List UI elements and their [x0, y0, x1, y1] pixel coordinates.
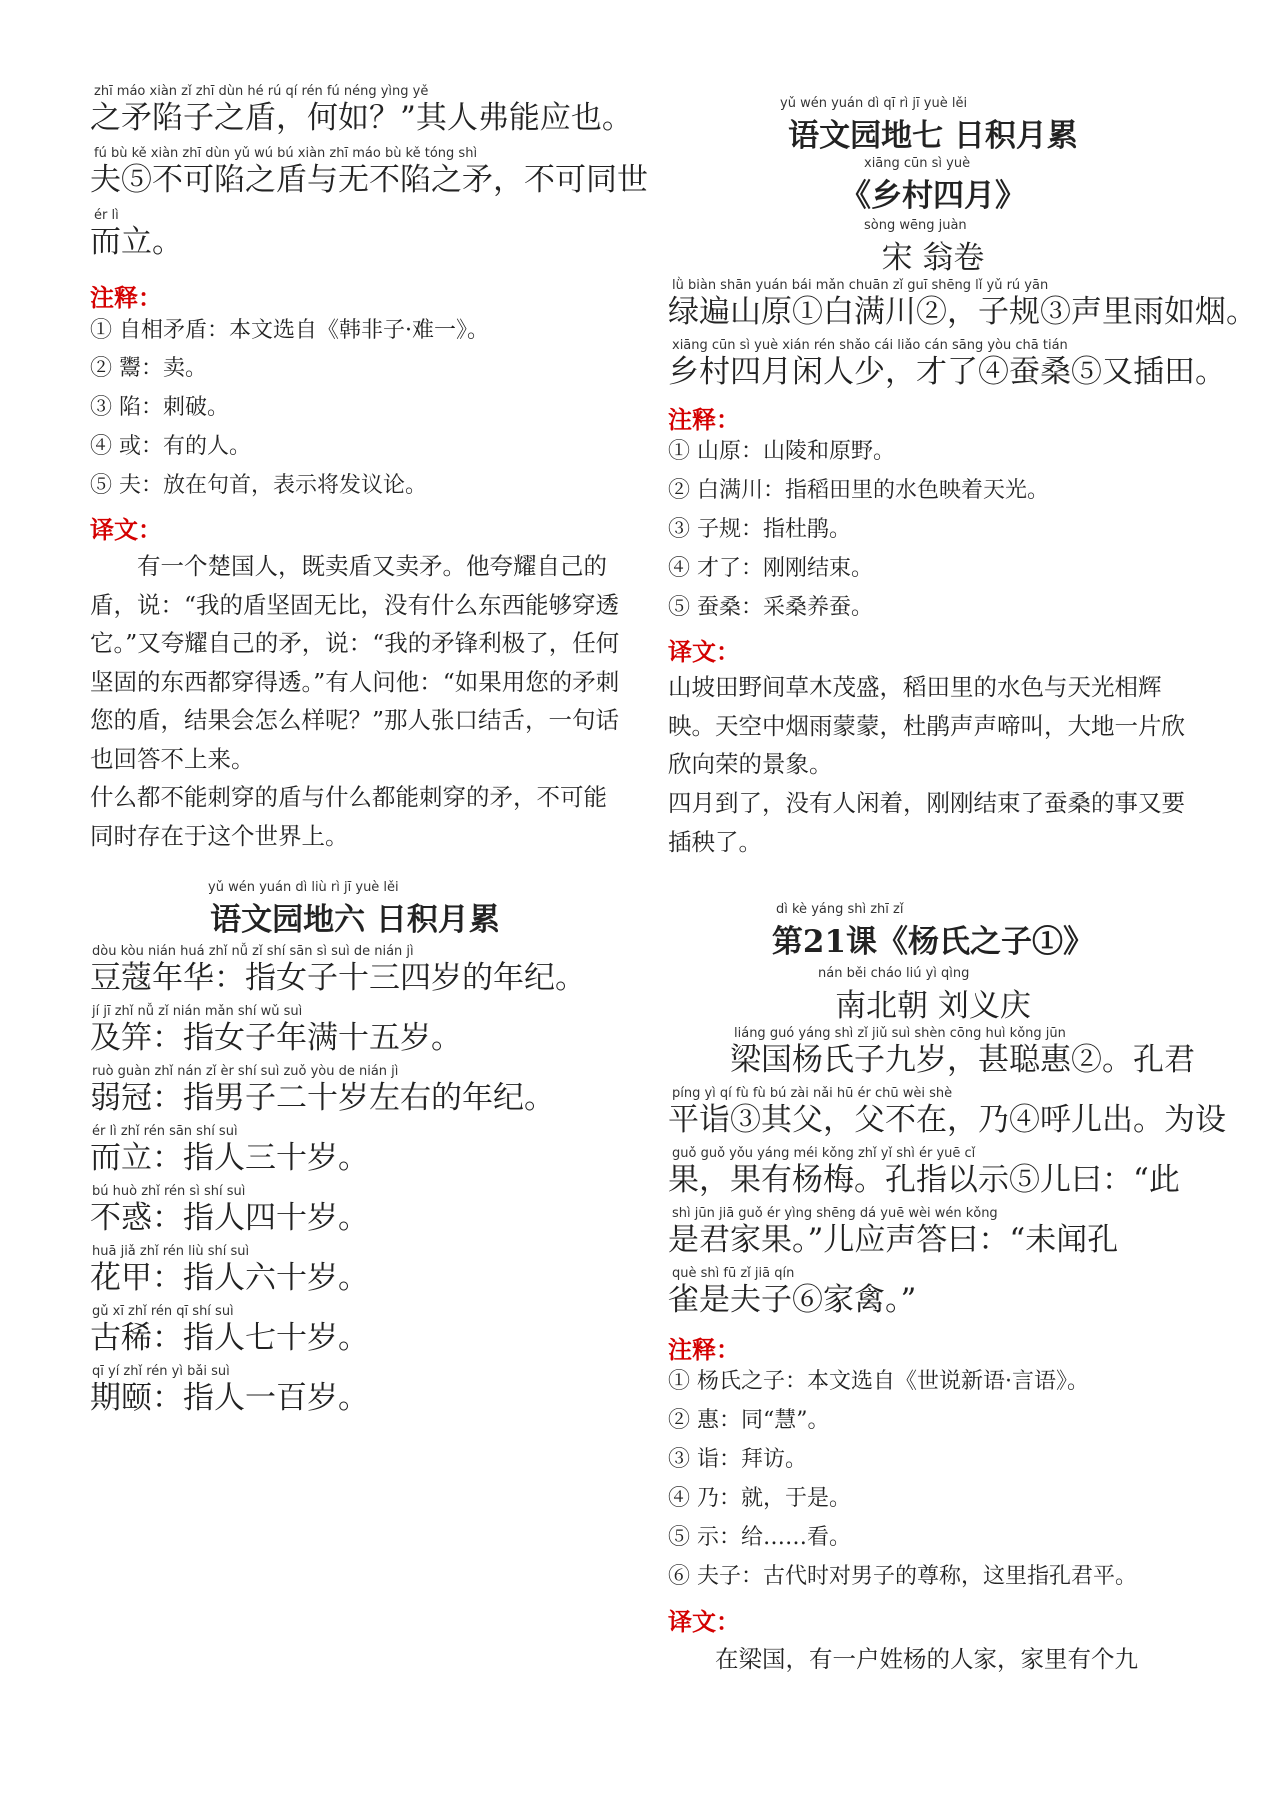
note-item: ① 自相矛盾：本文选自《韩非子·难一》。: [90, 318, 489, 343]
notes-label: 注释：: [668, 1335, 740, 1364]
text: 豆蔻年华：指女子十三四岁的年纪。: [90, 960, 586, 996]
pinyin: nán běi cháo liú yì qìng: [818, 966, 970, 981]
pinyin: qī yí zhǐ rén yì bǎi suì: [92, 1364, 230, 1379]
note-item: ⑤ 夫：放在句首，表示将发议论。: [90, 473, 427, 498]
translation-paragraph: 什么都不能刺穿的盾与什么都能刺穿的矛，不可能同时存在于这个世界上。: [90, 783, 607, 850]
pinyin: xiāng cūn sì yuè xián rén shǎo cái liǎo cán sāng yòu chā tián: [672, 338, 1068, 353]
note-item: ⑤ 蚕桑：采桑养蚕。: [668, 595, 873, 620]
pinyin: dì kè yáng shì zhī zǐ: [776, 902, 904, 917]
text: 而立：指人三十岁。: [90, 1140, 369, 1176]
note-item: ① 杨氏之子：本文选自《世说新语·言语》。: [668, 1369, 1089, 1394]
poem-title: 《乡村四月》: [840, 178, 1026, 214]
translation-label: 译文：: [668, 637, 740, 666]
text: 雀是夫子⑥家禽。”: [668, 1282, 917, 1318]
text: 花甲：指人六十岁。: [90, 1260, 369, 1296]
note-item: ① 山原：山陵和原野。: [668, 439, 895, 464]
translation-paragraph: 在梁国，有一户姓杨的人家，家里有个九: [715, 1645, 1138, 1673]
text: 弱冠：指男子二十岁左右的年纪。: [90, 1080, 555, 1116]
translation-paragraph: 有一个楚国人，既卖盾又卖矛。他夸耀自己的盾，说：“我的盾坚固无比，没有什么东西能够穿透它。”又夸耀自己的矛，说：“我的矛锋利极了，任何坚固的东西都穿得透。”有人问他：“如果用您的矛刺您的盾，结果会怎么样呢？”那人张口结舌，一句话也回答不上来。: [90, 552, 620, 773]
note-item: ③ 子规：指杜鹃。: [668, 517, 851, 542]
text: 果，果有杨梅。孔指以示⑤儿曰：“此: [668, 1162, 1180, 1198]
translation-paragraph: 山坡田野间草木茂盛，稻田里的水色与天光相辉映。天空中烟雨蒙蒙，杜鹃声声啼叫，大地一片欣欣向荣的景象。: [668, 673, 1185, 778]
pinyin: gǔ xī zhǐ rén qī shí suì: [92, 1304, 234, 1319]
lesson-author: 南北朝 刘义庆: [835, 988, 1031, 1024]
note-item: ② 鬻：卖。: [90, 356, 207, 381]
pinyin: lǜ biàn shān yuán bái mǎn chuān zǐ guī shēng lǐ yǔ rú yān: [672, 278, 1049, 293]
pinyin: xiāng cūn sì yuè: [864, 156, 971, 171]
note-item: ⑤ 示：给……看。: [668, 1525, 851, 1550]
pinyin: yǔ wén yuán dì liù rì jī yuè lěi: [208, 880, 399, 895]
pinyin: píng yì qí fù fù bú zài nǎi hū ér chū wèi shè: [672, 1086, 953, 1101]
pinyin: fú bù kě xiàn zhī dùn yǔ wú bú xiàn zhī máo bù kě tóng shì: [94, 146, 478, 161]
translation-paragraph: 四月到了，没有人闲着，刚刚结束了蚕桑的事又要插秧了。: [668, 789, 1185, 856]
note-item: ② 惠：同“慧”。: [668, 1408, 830, 1433]
notes-label: 注释：: [90, 283, 162, 312]
section-title: 语文园地六 日积月累: [210, 902, 500, 938]
note-item: ③ 陷：刺破。: [90, 395, 229, 420]
text: 梁国杨氏子九岁，甚聪惠②。孔君: [730, 1042, 1195, 1078]
text: 夫⑤不可陷之盾与无不陷之矛，不可同世: [90, 162, 648, 198]
text: 之矛陷子之盾，何如？”其人弗能应也。: [90, 100, 633, 136]
pinyin: bú huò zhǐ rén sì shí suì: [92, 1184, 246, 1199]
text: 乡村四月闲人少，才了④蚕桑⑤又插田。: [668, 354, 1226, 390]
notes-label: 注释：: [668, 405, 740, 434]
pinyin: liáng guó yáng shì zǐ jiǔ suì shèn cōng huì kǒng jūn: [734, 1026, 1066, 1041]
pinyin: guǒ guǒ yǒu yáng méi kǒng zhǐ yǐ shì ér yuē cǐ: [672, 1146, 976, 1161]
text: 绿遍山原①白满川②，子规③声里雨如烟。: [668, 294, 1257, 330]
note-item: ⑥ 夫子：古代时对男子的尊称，这里指孔君平。: [668, 1564, 1137, 1589]
pinyin: ér lì: [94, 208, 119, 223]
text: 古稀：指人七十岁。: [90, 1320, 369, 1356]
text: 及笄：指女子年满十五岁。: [90, 1020, 462, 1056]
text: 是君家果。”儿应声答曰：“未闻孔: [668, 1222, 1119, 1258]
section-title: 语文园地七 日积月累: [788, 118, 1078, 154]
note-item: ④ 乃：就，于是。: [668, 1486, 851, 1511]
text: 不惑：指人四十岁。: [90, 1200, 369, 1236]
note-item: ④ 才了：刚刚结束。: [668, 556, 873, 581]
pinyin: jí jī zhǐ nǚ zǐ nián mǎn shí wǔ suì: [92, 1004, 303, 1019]
note-item: ② 白满川：指稻田里的水色映着天光。: [668, 478, 1049, 503]
pinyin: ér lì zhǐ rén sān shí suì: [92, 1124, 238, 1139]
translation-label: 译文：: [668, 1607, 740, 1636]
pinyin: shì jūn jiā guǒ ér yìng shēng dá yuē wèi wén kǒng: [672, 1206, 998, 1221]
text: 而立。: [90, 224, 183, 260]
pinyin: huā jiǎ zhǐ rén liù shí suì: [92, 1244, 250, 1259]
poem-author: 宋 翁卷: [881, 240, 985, 276]
pinyin: ruò guàn zhǐ nán zǐ èr shí suì zuǒ yòu de nián jì: [92, 1064, 399, 1079]
pinyin: què shì fū zǐ jiā qín: [672, 1266, 795, 1281]
pinyin: sòng wēng juàn: [864, 218, 967, 233]
note-item: ③ 诣：拜访。: [668, 1447, 807, 1472]
pinyin: dòu kòu nián huá zhǐ nǚ zǐ shí sān sì suì de nián jì: [92, 944, 414, 959]
pinyin: yǔ wén yuán dì qī rì jī yuè lěi: [780, 96, 968, 111]
lesson-title: 第21课《杨氏之子①》: [771, 924, 1095, 960]
pinyin: zhī máo xiàn zǐ zhī dùn hé rú qí rén fú néng yìng yě: [94, 84, 429, 99]
text: 平诣③其父，父不在，乃④呼儿出。为设: [668, 1102, 1226, 1138]
note-item: ④ 或：有的人。: [90, 434, 251, 459]
text: 期颐：指人一百岁。: [90, 1380, 369, 1416]
translation-label: 译文：: [90, 515, 162, 544]
